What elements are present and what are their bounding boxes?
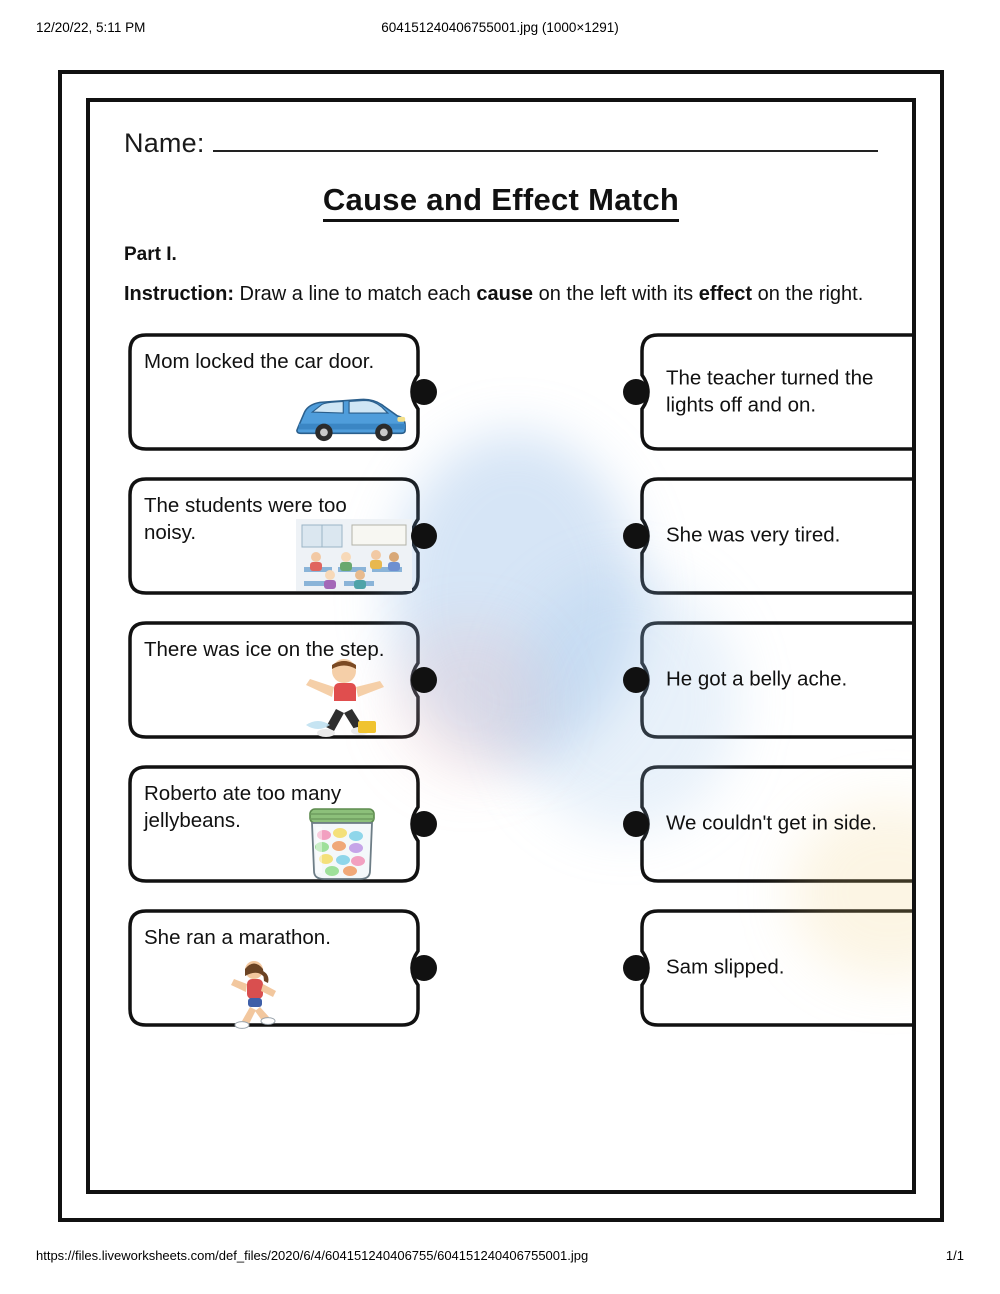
cause-card[interactable]: [124, 329, 424, 455]
slipping-boy-icon: [296, 655, 388, 739]
effect-connector-dot[interactable]: [623, 523, 649, 549]
cause-text: Mom locked the car door.: [144, 350, 375, 373]
print-header: [0, 20, 1000, 38]
print-source-url: https://files.liveworksheets.com/def_files/2020/6/4/604151240406755/604151240406755001.jpg: [36, 1248, 589, 1263]
cause-connector-dot[interactable]: [411, 379, 437, 405]
instruction-segment-2: on the left with its: [533, 283, 699, 305]
cause-card[interactable]: [124, 761, 424, 887]
effect-text: She was very tired.: [666, 523, 841, 547]
cause-card[interactable]: [124, 905, 424, 1031]
effect-card[interactable]: [636, 617, 916, 743]
instruction-lead: Instruction:: [124, 283, 234, 305]
effect-text: Sam slipped.: [666, 955, 785, 979]
worksheet-content: [90, 102, 912, 1190]
effect-connector-dot[interactable]: [623, 379, 649, 405]
effect-card[interactable]: [636, 905, 916, 1031]
name-write-line[interactable]: [213, 150, 878, 152]
name-label: Name:: [124, 128, 205, 158]
effect-card[interactable]: [636, 329, 916, 455]
print-page-count: 1/1: [945, 1248, 964, 1263]
effect-column: [636, 329, 916, 1049]
effect-connector-dot[interactable]: [623, 667, 649, 693]
cause-connector-dot[interactable]: [411, 523, 437, 549]
effect-connector-dot[interactable]: [623, 955, 649, 981]
effect-text: He got a belly ache.: [666, 667, 848, 691]
effect-card[interactable]: [636, 473, 916, 599]
cause-connector-dot[interactable]: [411, 667, 437, 693]
cause-text: There was ice on the step.: [144, 638, 385, 661]
cause-text: The students were too noisy.: [144, 494, 347, 544]
part-label: Part I.: [124, 244, 177, 265]
print-timestamp: 12/20/22, 5:11 PM: [36, 20, 146, 35]
cause-column: [124, 329, 424, 1049]
effect-text: We couldn't get in side.: [666, 811, 877, 835]
worksheet-page: [58, 70, 944, 1222]
effect-card[interactable]: [636, 761, 916, 887]
car-icon: [292, 385, 410, 443]
cause-card[interactable]: [124, 473, 424, 599]
instruction-bold-effect: effect: [698, 283, 753, 305]
instruction-segment-3: on the right.: [752, 283, 864, 305]
match-area: [124, 329, 878, 1119]
running-girl-icon: [220, 957, 292, 1029]
cause-connector-dot[interactable]: [411, 811, 437, 837]
effect-text: The teacher turned the lights off and on.: [666, 366, 874, 416]
instruction-segment-1: Draw a line to match each: [234, 283, 477, 305]
instruction-bold-cause: cause: [476, 283, 534, 305]
page-title: [124, 182, 878, 218]
name-row: [124, 128, 878, 168]
cause-text: She ran a marathon.: [144, 926, 331, 949]
cause-connector-dot[interactable]: [411, 955, 437, 981]
print-file-title: 604151240406755001.jpg (1000×1291): [381, 20, 619, 35]
page-title-text: Cause and Effect Match: [323, 182, 679, 222]
instruction-text: [124, 280, 864, 309]
worksheet-inner-border: [86, 98, 916, 1194]
cause-card[interactable]: [124, 617, 424, 743]
effect-connector-dot[interactable]: [623, 811, 649, 837]
cause-text: Roberto ate too many jellybeans.: [144, 782, 342, 832]
print-footer: [0, 1248, 1000, 1266]
